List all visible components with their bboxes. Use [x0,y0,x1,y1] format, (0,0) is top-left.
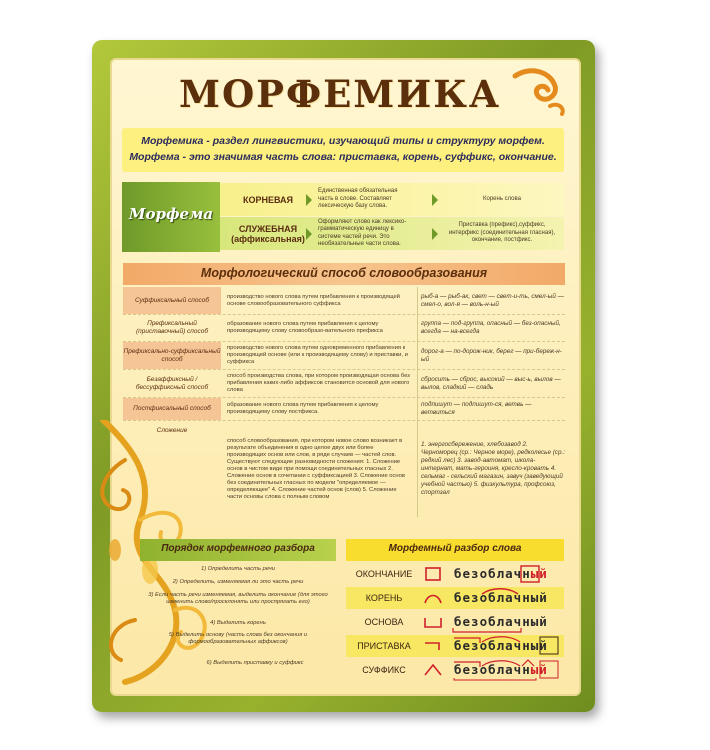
arc-icon [422,590,444,606]
order-header [140,539,336,561]
order-step: 1) Определить часть речи [200,566,276,572]
method-examples: подпишут — подпишут-ся, ветвь — ветвиться [421,401,532,416]
method-name: Сложение [156,427,188,434]
morpheme-type: КОРНЕВАЯ [242,194,294,205]
column-divider [417,287,418,517]
parse-word: безоблачный [454,566,548,581]
table-row [123,398,565,421]
suffix-marks-icon [452,659,564,681]
ending-box-icon [520,565,540,583]
parse-word: безоблачный [454,662,548,677]
morpheme-result: Корень слова [483,195,521,202]
order-step: 3) Если часть речи изменяемая, выделить окончание (для этого изменить слово/просклонять или проспрягать его) [148,592,328,605]
parse-row-stem [346,611,564,633]
morpheme-desc: Оформляют слово как лексико-грамматическую единицу в системе частей речи. Это необязательные части слова. [318,218,407,247]
order-step: 2) Определить, изменяемая ли это часть речи [172,579,304,585]
definition-line: Морфема - это значимая часть слова: приставка, корень, суффикс, окончание. [129,151,557,163]
method-name: Префиксальный (приставочный) способ [135,320,209,335]
method-name: Префиксально-суффиксальный способ [123,342,221,369]
method-examples: дорог-а — по-дорож-ник, берег — при-береж-н-ый [421,347,562,363]
method-desc: производство нового слова путем одновременного прибавления к производящей основе (или к производящему слову) и приставки, и суффикса [227,345,408,365]
table-row [123,287,565,315]
bracket-icon [422,614,444,630]
root-arc-icon [480,587,520,595]
morpheme-desc: Единственная обязательная часть в слове. Составляет лексическую базу слова. [318,188,398,210]
parse-row-ending [346,563,564,585]
corner-icon [422,638,444,654]
word-formation-title: Морфологический способ словообразования [200,266,488,280]
table-row [123,315,565,342]
morpheme-label-text: Морфема [128,205,214,223]
method-examples: 1. энергосбережение, хлебозавод 2. Черноморец (ср.: Черное море), редколесье (ср.: редкий лес) 3. завод-автомат, школа-интернат, мать-героиня, кресло-кровать 4. сельмаг - сельский магазин, завуч (заведующий учебной частью) 5. физкультура, профсоюз, спортзал [421,441,565,496]
order-step: 6) Выделить приставку и суффикс [206,660,304,666]
parse-row-root [346,587,564,609]
morpheme-row-service [220,217,564,250]
word-ending: ый [530,566,548,581]
parse-label: ОКОНЧАНИЕ [355,569,413,579]
table-row [123,342,565,370]
arrow-right-icon [432,228,438,240]
definition-box [122,128,564,172]
box-icon [422,566,444,582]
arrow-right-icon [306,194,312,206]
morpheme-type: СЛУЖЕБНАЯ (аффиксальная) [231,223,305,244]
method-desc: способ словообразования, при котором новое слово возникает в результате объединения в одно целое двух или более производящих основ или слов, в ряде случаев — частей слов. Существуют следующие разновидности сложения: 1. Сложение основ в чистом виде при помощи соединительных гласных 2. Сложение основ в сочетании с суффиксацией 3. Сложение основ без соединительных гласных по модели "определяемое — определяющее" 4. Сложение частей основ (слов) 5. Сложение части основы слова с полным словом [227,437,405,500]
arrow-right-icon [432,194,438,206]
parse-word: безоблачный [454,638,548,653]
method-examples: группа — под-группа, опасный — без-опасный, всегда — на-всегда [421,320,561,335]
method-name: Безаффиксный / бессуффиксный способ [135,375,209,391]
parse-label: ПРИСТАВКА [357,641,411,651]
parse-label: СУФФИКС [362,665,406,675]
method-name: Суффиксальный способ [123,287,221,314]
parse-label: КОРЕНЬ [365,593,403,603]
method-examples: рыб-а — рыб-ак, свет — свет-и-ть, смел-ый — смел-о, вол-я — воль-н-ый [421,292,564,308]
parsing-title: Морфемный разбор слова [388,543,522,554]
table-row [123,370,565,398]
parse-label: ОСНОВА [364,617,404,627]
method-desc: образование нового слова путем прибавления к целому производящему слову словообразо-вательного префикса [227,321,383,334]
stem-bracket-icon [452,628,522,633]
arrow-right-icon [306,228,312,240]
page-title: МОРФЕМИКА [178,72,502,116]
morpheme-row-root [220,183,564,216]
caret-icon [422,662,444,678]
method-desc: производство нового слова путем прибавления к производящей основе словообразовательного суффикса [227,293,400,307]
parse-word: безоблачный [454,590,548,605]
order-title: Порядок морфемного разбора [161,543,315,554]
method-desc: образование нового слова путем прибавления к целому производящему слову постфикса. [227,402,379,415]
order-step: 4) Выделить корень [210,620,266,626]
order-step: 5) Выделить основу (часть слова без окончания и формообразовательных аффиксов) [168,632,308,645]
definition-line: Морфемика - раздел лингвистики, изучающий типы и структуру морфем. [141,135,545,147]
parsing-header [346,539,564,561]
method-name: Постфиксальный способ [123,398,221,420]
prefix-marks-icon [452,635,564,657]
morpheme-result: Приставка (префикс),суффикс, интерфикс (соединительная гласная), окончание, постфикс. [448,222,556,244]
method-examples: сбросить — сброс, высокий — выс-ь, вылов — вылов, сладкий — сладь [421,375,561,391]
parse-row-suffix [346,659,564,681]
parse-row-prefix [346,635,564,657]
parse-word: безоблачный [454,614,548,629]
morpheme-label [122,182,220,252]
method-desc: способ производства слова, при котором производящая основа без прибавления каких-либо аффиксов становится основой для нового слова [227,373,410,393]
word-formation-header [123,263,565,285]
